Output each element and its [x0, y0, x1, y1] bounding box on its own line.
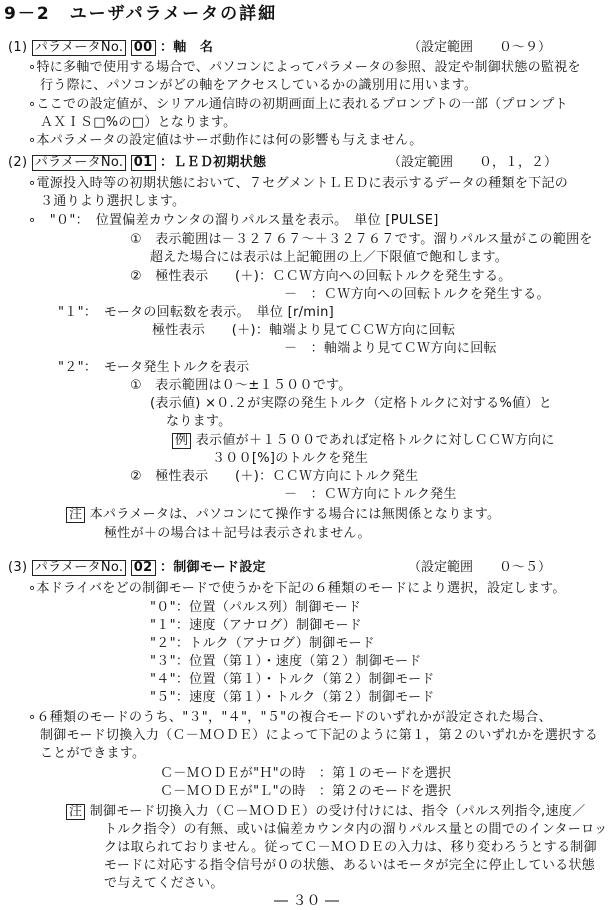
- param-02-name: ：制御モード設定: [159, 560, 266, 575]
- param-01-number: (2): [8, 155, 28, 170]
- mode-5: "５"：速度（第１）・トルク（第２）制御モード: [150, 690, 435, 705]
- param-02-number: (3): [8, 560, 28, 575]
- param-01-text-12: ① 表示範囲は０～±１５００です。: [130, 378, 352, 393]
- param-02-text-7: 制御モード切換入力（Ｃ－ＭＯＤＥ）の受け付けには、指令（パルス列指令,速度／: [89, 804, 586, 819]
- param-00-name: ：軸 名: [159, 40, 214, 55]
- param-00-code: 00: [131, 40, 156, 56]
- param-02-header: [8, 560, 266, 576]
- param-02-range: （設定範囲 ０～５）: [408, 560, 552, 575]
- param-01-example: [172, 433, 555, 449]
- param-00-label: パラメータNo.: [32, 40, 127, 56]
- param-02-note: [66, 804, 585, 820]
- param-02-text-2: ∘６種類のモードのうち、"３"，"４"，"５"の複合モードのいずれかが設定された場合、: [28, 710, 552, 725]
- param-01-text-5: 超えた場合には表示は上記範囲の上／下限値で飽和します。: [150, 250, 509, 265]
- param-01-name: ：ＬＥＤ初期状態: [159, 155, 267, 170]
- param-02-text-3: 制御モード切換入力（Ｃ－ＭＯＤＥ）によって下記のように第１，第２のいずれかを選択する: [40, 728, 599, 743]
- param-02-text-11: で与えてください。: [104, 876, 224, 891]
- param-01-text-11: "２"： モータ発生トルクを表示: [58, 360, 250, 375]
- param-02-text-4: ことができます。: [40, 746, 146, 761]
- param-01-text-8: "１"： モータの回転数を表示。 単位 [r/min]: [58, 305, 335, 320]
- param-01-note: [66, 507, 500, 523]
- param-02-text-6: Ｃ－ＭＯＤＥが"Ｌ"の時 ：第２のモードを選択: [160, 784, 452, 799]
- param-02-text-1: ∘本ドライバをどの制御モードで使うかを下記の６種類のモードにより選択，設定します。: [28, 581, 566, 596]
- param-00-text-2: 行う際に、パソコンがどの軸をアクセスしているかの識別用に用います。: [40, 78, 478, 93]
- page-number: ― ３０ ―: [274, 893, 339, 909]
- param-01-text-20: 極性が＋の場合は＋記号は表示されません。: [104, 526, 371, 541]
- param-01-text-18: － ：ＣＷ方向にトルク発生: [284, 487, 457, 502]
- param-01-text-9: 極性表示 (＋)：軸端より見てＣＣＷ方向に回転: [152, 323, 456, 338]
- param-01-text-3: ∘ "０"： 位置偏差カウンタの溜りパルス量を表示。 単位 [PULSE]: [28, 213, 439, 228]
- param-01-text-10: － ：軸端より見てＣＷ方向に回転: [284, 341, 497, 356]
- param-00-text-3: ∘ここでの設定値が、シリアル通信時の初期画面上に表れるプロンプトの一部（プロンプト: [28, 97, 568, 112]
- param-02-text-10: モードに対応する指令信号が０の状態、あるいはモータが完全に停止している状態: [104, 858, 596, 873]
- param-02-code: 02: [131, 560, 156, 576]
- param-00-text-5: ∘本パラメータの設定値はサーボ動作には何の影響も与えません。: [28, 133, 423, 148]
- param-01-text-4: ① 表示範囲は－３２７６７～＋３２７６７です。溜りパルス量がこの範囲を: [130, 232, 593, 247]
- param-01-text-17: ② 極性表示 (＋)：ＣＣＷ方向にトルク発生: [130, 469, 419, 484]
- param-02-label: パラメータNo.: [32, 560, 127, 576]
- param-01-text-15: 表示値が＋１５００であれば定格トルクに対しＣＣＷ方向に: [195, 433, 555, 448]
- param-00-range: （設定範囲 ０～９）: [408, 40, 552, 55]
- note-badge: 注: [66, 804, 85, 820]
- section-title: 9－2 ユーザパラメータの詳細: [4, 4, 278, 24]
- param-00-number: (1): [8, 40, 28, 55]
- param-01-text-7: － ：ＣＷ方向への回転トルクを発生する。: [284, 287, 550, 302]
- param-01-text-16: ３００[%]のトルクを発生: [212, 451, 369, 466]
- param-01-header: [8, 155, 266, 171]
- param-01-text-2: ３通りより選択します。: [40, 194, 186, 209]
- param-02-text-9: クは取られておりません。従ってＣ－ＭＯＤＥの入力は、移り変わろうとする制御: [104, 840, 597, 855]
- param-00-text-4: ＡＸＩＳ□%の□）となります。: [40, 115, 237, 130]
- mode-1: "１"：速度（アナログ）制御モード: [150, 618, 362, 633]
- param-00-header: [8, 40, 213, 56]
- note-badge: 注: [66, 507, 85, 523]
- param-01-text-19: 本パラメータは、パソコンにて操作する場合には無関係となります。: [89, 507, 501, 522]
- param-01-text-13: (表示値) ×０.２が実際の発生トルク（定格トルクに対する%値）と: [150, 396, 553, 411]
- param-02-text-5: Ｃ－ＭＯＤＥが"Ｈ"の時 ：第１のモードを選択: [160, 766, 452, 781]
- param-01-range: （設定範囲 ０，１，２）: [388, 155, 558, 170]
- param-01-label: パラメータNo.: [32, 155, 127, 171]
- example-badge: 例: [172, 433, 191, 449]
- param-01-text-14: なります。: [166, 414, 232, 429]
- param-01-text-1: ∘電源投入時等の初期状態において、７セグメントＬＥＤに表示するデータの種類を下記の: [28, 176, 569, 191]
- mode-0: "０"：位置（パルス列）制御モード: [150, 600, 362, 615]
- param-02-text-8: トルク指令）の有無、或いは偏差カウンタ内の溜りパルス量との間でのインターロッ: [104, 822, 608, 837]
- mode-3: "３"：位置（第１）・速度（第２）制御モード: [150, 654, 422, 669]
- param-01-text-6: ② 極性表示 (＋)：ＣＣＷ方向への回転トルクを発生する。: [130, 269, 512, 284]
- param-00-text-1: ∘特に多軸で使用する場合で、パソコンによってパラメータの参照、設定や制御状態の監視を: [28, 60, 581, 75]
- mode-4: "４"：位置（第１）・トルク（第２）制御モード: [150, 672, 435, 687]
- mode-2: "２"：トルク（アナログ）制御モード: [150, 636, 375, 651]
- param-01-code: 01: [131, 155, 156, 171]
